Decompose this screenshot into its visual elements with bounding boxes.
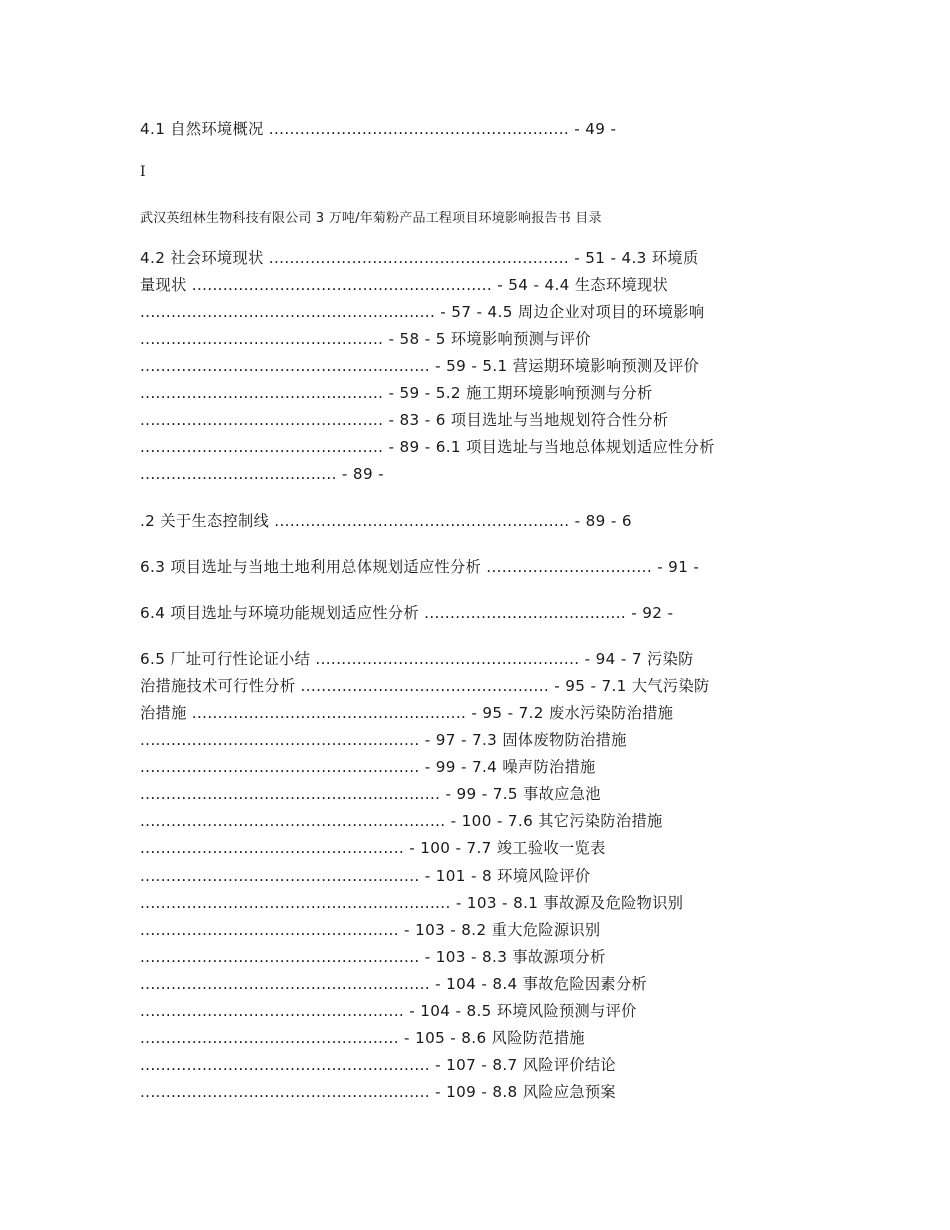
toc-line: .................................................. - 103 - 8.2 重大危险源识别 <box>140 921 601 939</box>
toc-line: ........................................................ - 104 - 8.4 事故危险因素分析 <box>140 975 648 993</box>
toc-line: 4.2 社会环境现状 .......................................................... - 51 - 4.3 环境质 <box>140 249 699 267</box>
toc-line: ........................................................ - 109 - 8.8 风险应急预案 <box>140 1083 616 1101</box>
toc-line: ............................................................ - 103 - 8.1 事故源及危险物识别 <box>140 894 684 912</box>
toc-line: ................................................... - 104 - 8.5 环境风险预测与评价 <box>140 1002 637 1020</box>
toc-line: 量现状 .......................................................... - 54 - 4.4 生态环境现状 <box>140 276 669 294</box>
toc-line: .................................................. - 105 - 8.6 风险防范措施 <box>140 1029 585 1047</box>
toc-line: ........................................................... - 100 - 7.6 其它污染防治措施 <box>140 812 663 830</box>
toc-line: 治措施技术可行性分析 ................................................ - 95 - 7.1 大气污染防 <box>140 677 710 695</box>
toc-entry-6-4: 6.4 项目选址与环境功能规划适应性分析 ....................................... - 92 - <box>140 604 674 622</box>
toc-line: ............................................... - 83 - 6 项目选址与当地规划符合性分析 <box>140 411 669 429</box>
document-header-title: 武汉英纽林生物科技有限公司 3 万吨/年菊粉产品工程项目环境影响报告书 目录 <box>140 211 602 226</box>
toc-line: 治措施 ..................................................... - 95 - 7.2 废水污染防治措施 <box>140 704 674 722</box>
toc-line: ......................................................... - 57 - 4.5 周边企业对项目的环境影响 <box>140 303 705 321</box>
toc-line: ............................................... - 59 - 5.2 施工期环境影响预测与分析 <box>140 384 653 402</box>
toc-line: ...................................................... - 97 - 7.3 固体废物防治措施 <box>140 731 627 749</box>
toc-line: ...................................................... - 101 - 8 环境风险评价 <box>140 867 591 885</box>
toc-line: ............................................... - 58 - 5 环境影响预测与评价 <box>140 330 591 348</box>
toc-line: ........................................................ - 59 - 5.1 营运期环境影响预测及评价 <box>140 357 700 375</box>
toc-line: ............................................... - 89 - 6.1 项目选址与当地总体规划适应性分析 <box>140 438 715 456</box>
toc-line: ........................................................ - 107 - 8.7 风险评价结论 <box>140 1056 616 1074</box>
toc-entry-6-2: .2 关于生态控制线 ......................................................... - 89 - 6 <box>140 512 632 530</box>
toc-line: .......................................................... - 99 - 7.5 事故应急池 <box>140 785 601 803</box>
toc-entry-4-1: 4.1 自然环境概况 .......................................................... - 49 - <box>140 120 617 138</box>
page-number-marker: I <box>140 164 146 180</box>
toc-line: ...................................... - 89 - <box>140 465 384 483</box>
toc-entry-6-3: 6.3 项目选址与当地土地利用总体规划适应性分析 ................................ - 91 - <box>140 558 700 576</box>
toc-line: ...................................................... - 103 - 8.3 事故源项分析 <box>140 948 606 966</box>
toc-line: 6.5 厂址可行性论证小结 ................................................... - 94 - 7 污染防 <box>140 650 694 668</box>
toc-line: ................................................... - 100 - 7.7 竣工验收一览表 <box>140 839 606 857</box>
toc-line: ...................................................... - 99 - 7.4 噪声防治措施 <box>140 758 596 776</box>
